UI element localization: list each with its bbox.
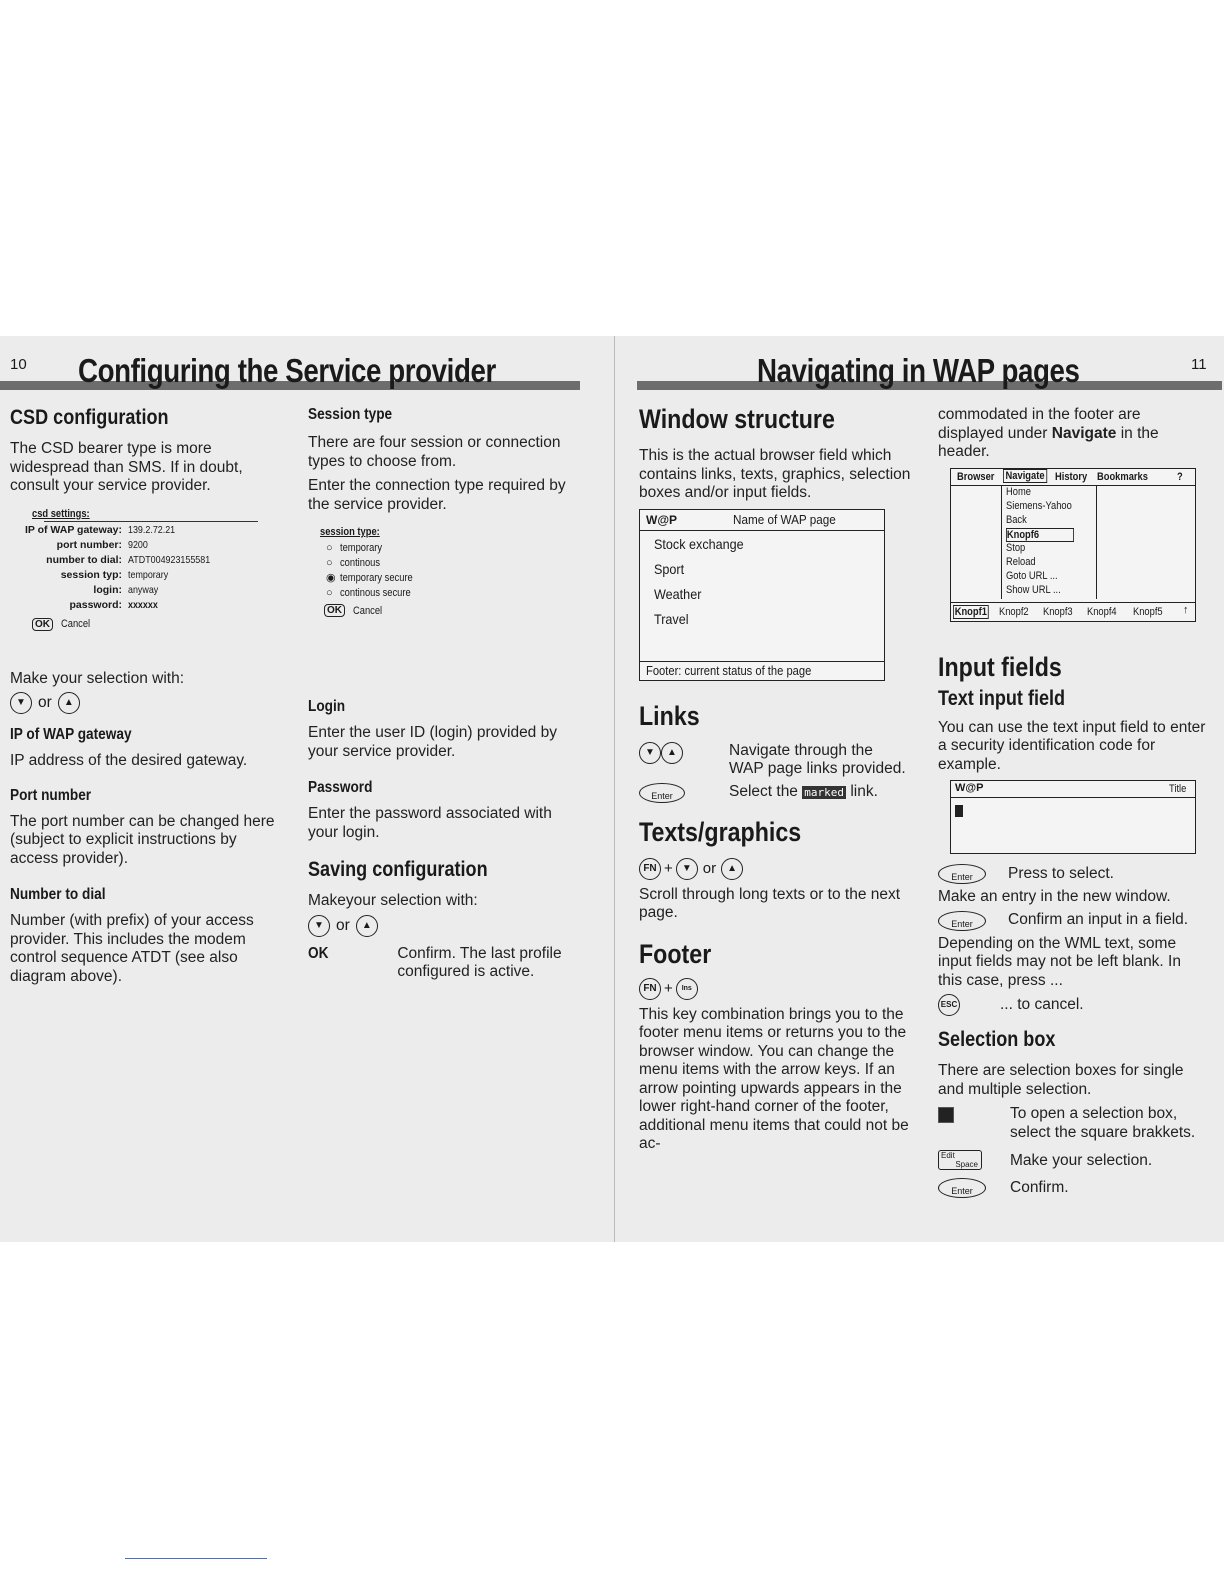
- input-cursor[interactable]: [955, 805, 963, 817]
- esc-key-icon: ESC: [938, 994, 960, 1016]
- section-heading: Login: [308, 698, 346, 715]
- plus-text: +: [664, 980, 673, 997]
- setting-row: [10, 584, 260, 599]
- ok-label: OK: [308, 944, 329, 962]
- setting-value: anyway: [128, 583, 159, 596]
- screen-title: csd settings:: [32, 507, 90, 520]
- footer-text: Footer: current status of the page: [646, 662, 812, 678]
- footer-item[interactable]: Knopf5: [1133, 605, 1163, 618]
- radio-empty-icon: ○: [326, 556, 333, 569]
- make-row: [938, 1150, 1206, 1172]
- setting-label: IP of WAP gateway:: [24, 523, 122, 536]
- setting-label: password:: [69, 598, 122, 611]
- setting-row: [10, 524, 260, 539]
- setting-label: number to dial:: [46, 553, 122, 566]
- page-number: 11: [1191, 356, 1207, 373]
- navigate-down-key-icon: ▼: [639, 742, 661, 764]
- manual-spread: [0, 336, 1224, 1242]
- menu-tab[interactable]: History: [1055, 470, 1088, 483]
- footer-item[interactable]: Knopf3: [1043, 605, 1073, 618]
- section-heading: Input fields: [938, 651, 1062, 682]
- section-heading: Selection box: [938, 1028, 1056, 1051]
- selection-confirm-row: [938, 1178, 1206, 1198]
- or-text: or: [336, 916, 350, 934]
- section-text: Scroll through long texts or to the next page.: [639, 885, 901, 921]
- right-column-1: [639, 404, 911, 1154]
- space-key: [938, 1150, 1010, 1172]
- right-column-2: [938, 406, 1206, 1198]
- select-post: link.: [850, 782, 878, 800]
- settings-rows: [10, 524, 260, 614]
- enter-key-icon: Enter: [938, 1178, 986, 1198]
- section-heading: Password: [308, 779, 373, 796]
- setting-label: port number:: [56, 538, 122, 551]
- section-text: There are four session or connection types to choose from.: [308, 434, 561, 470]
- menu-items: [1006, 486, 1086, 598]
- cancel-softkey[interactable]: Cancel: [353, 604, 383, 617]
- session-type-screen: [308, 526, 576, 630]
- or-text: or: [702, 860, 717, 877]
- press-row: [938, 864, 1206, 884]
- screen-softkeys: [32, 618, 95, 631]
- page-name: Name of WAP page: [733, 512, 836, 527]
- session-options: [326, 540, 426, 600]
- section-heading: IP of WAP gateway: [10, 726, 132, 743]
- section-heading: Footer: [639, 938, 712, 969]
- section-text: There are selection boxes for single and multiple selection.: [938, 1062, 1184, 1098]
- square-bracket-icon: [938, 1107, 954, 1123]
- marked-sample: marked: [804, 785, 844, 799]
- menu-item[interactable]: Back: [1006, 513, 1027, 526]
- browser-link[interactable]: Stock exchange: [654, 535, 744, 552]
- page-title: Configuring the Service provider: [78, 352, 496, 389]
- space-label: Space: [955, 1160, 978, 1169]
- select-keys: [308, 915, 576, 937]
- wap-logo: W@P: [646, 512, 678, 527]
- or-text: or: [38, 694, 52, 711]
- cont-pre: commodated in the footer are displayed under: [938, 406, 1141, 442]
- links-select-row: [639, 783, 911, 803]
- menu-tab[interactable]: Browser: [957, 470, 995, 483]
- plus-text: +: [664, 860, 673, 877]
- footer-item[interactable]: Knopf2: [999, 605, 1029, 618]
- browser-items: [654, 536, 754, 636]
- confirm-text: Confirm.: [1010, 1178, 1069, 1196]
- session-option[interactable]: [326, 540, 426, 555]
- menu-item[interactable]: Goto URL ...: [1006, 569, 1058, 582]
- section-heading: Session type: [308, 406, 393, 423]
- menu-item[interactable]: Show URL ...: [1006, 583, 1061, 596]
- fn-key-icon: FN: [639, 978, 661, 1000]
- menu-item-highlighted[interactable]: Knopf6: [1006, 528, 1074, 542]
- section-text: Makeyour selection with:: [308, 892, 478, 909]
- menu-tab-active[interactable]: Navigate: [1003, 469, 1047, 483]
- confirm-text: Confirm an input in a field.: [1008, 911, 1189, 929]
- section-text: Enter the user ID (login) provided by your service provider.: [308, 724, 557, 760]
- right-page: [615, 336, 1224, 1242]
- browser-link[interactable]: Sport: [654, 560, 685, 577]
- page-title: Navigating in WAP pages: [757, 352, 1080, 389]
- continued-text: [938, 406, 1206, 462]
- setting-label: session typ:: [60, 568, 122, 581]
- section-heading: Window structure: [639, 404, 835, 434]
- ok-text: Confirm. The last profile configured is active.: [397, 944, 562, 980]
- arrow-up-icon: ↑: [1183, 603, 1189, 616]
- texts-keys: [639, 858, 911, 880]
- csd-settings-screen: [10, 504, 276, 644]
- edit-space-key-icon: [938, 1150, 982, 1170]
- menu-footer: [951, 602, 1195, 621]
- links-nav-text: Navigate through the WAP page links provided.: [729, 741, 906, 777]
- setting-value: temporary: [128, 568, 169, 581]
- option-label: continous secure: [340, 586, 411, 599]
- page-number: 10: [10, 356, 27, 373]
- setting-row: [10, 599, 260, 614]
- ok-row: [308, 945, 576, 982]
- cont-post: in the header.: [938, 424, 1159, 460]
- radio-empty-icon: ○: [326, 541, 333, 554]
- fn-key-icon: FN: [639, 858, 661, 880]
- section-heading: Port number: [10, 786, 92, 804]
- option-label: continous: [340, 556, 381, 569]
- section-text: Enter the connection type required by the service provider.: [308, 477, 566, 513]
- browser-header: [640, 510, 884, 531]
- navigate-down-key-icon: ▼: [676, 858, 698, 880]
- links-nav-row: [639, 742, 911, 779]
- navigate-down-key-icon: ▼: [10, 692, 32, 714]
- page-header: [637, 352, 1222, 390]
- session-option[interactable]: [326, 585, 426, 600]
- section-heading: Texts/graphics: [639, 816, 802, 847]
- setting-row: [10, 539, 260, 554]
- ins-key-icon: Ins: [676, 978, 698, 1000]
- input-screen: [950, 780, 1196, 854]
- browser-link[interactable]: Travel: [654, 610, 689, 627]
- radio-empty-icon: ○: [326, 586, 333, 599]
- footer-item-active[interactable]: Knopf1: [954, 605, 987, 618]
- menu-item[interactable]: Stop: [1006, 541, 1026, 554]
- navigate-up-key-icon: ▲: [721, 858, 743, 880]
- menu-item[interactable]: Siemens-Yahoo: [1006, 499, 1072, 512]
- section-text: This key combination brings you to the footer menu items or returns you to the browser window. You can change the menu items with the arrow keys. If an arrow pointing upwards appears in the lower right-hand corner of the footer, additional menu items that could not be ac-: [639, 1005, 909, 1152]
- setting-value: 139.2.72.21: [128, 523, 176, 536]
- screen-title: session type:: [320, 526, 380, 538]
- section-text: IP address of the desired gateway.: [10, 752, 248, 769]
- left-column-1: [10, 406, 276, 986]
- depending-text: Depending on the WML text, some input fields may not be left blank. In this case, press ...: [938, 934, 1181, 989]
- screen-title: Title: [1169, 783, 1187, 795]
- wap-logo: W@P: [955, 782, 984, 794]
- browser-footer: [640, 661, 884, 680]
- open-text: To open a selection box, select the square brakkets.: [1010, 1105, 1196, 1141]
- confirm-row: [938, 911, 1206, 931]
- enter-key: [938, 1178, 1010, 1198]
- square-bracket-symbol: [938, 1105, 1010, 1142]
- enter-key: [639, 783, 729, 803]
- menu-item[interactable]: Reload: [1006, 555, 1036, 568]
- section-text: You can use the text input field to enter a security identification code for example.: [938, 718, 1206, 773]
- footer-item[interactable]: Knopf4: [1087, 605, 1117, 618]
- radio-selected-icon: ◉: [326, 572, 336, 584]
- menu-tab[interactable]: ?: [1177, 470, 1183, 483]
- option-label: temporary secure: [340, 571, 413, 584]
- navigate-word: Navigate: [1051, 424, 1117, 442]
- section-heading: Number to dial: [10, 886, 106, 903]
- input-screen-header: [951, 781, 1195, 798]
- cancel-row: [938, 994, 1206, 1016]
- menu-tab[interactable]: Bookmarks: [1097, 470, 1148, 483]
- cancel-softkey[interactable]: Cancel: [61, 618, 91, 630]
- page-header: [0, 352, 580, 390]
- session-option[interactable]: [326, 555, 426, 570]
- enter-key-icon: Enter: [639, 783, 685, 803]
- enter-key-icon: Enter: [938, 911, 986, 931]
- navigate-down-key-icon: ▼: [308, 915, 330, 937]
- select-text: Make your selection with:: [10, 669, 185, 687]
- section-text: Enter the password associated with your login.: [308, 805, 552, 841]
- screen-softkeys: [324, 604, 387, 617]
- section-heading: CSD configuration: [10, 406, 169, 429]
- open-row: [938, 1105, 1206, 1142]
- menu-header: [951, 469, 1195, 486]
- section-heading: Links: [639, 700, 700, 731]
- sub-heading: Text input field: [938, 686, 1066, 710]
- dropdown-menu: [1001, 485, 1097, 599]
- section-text: The port number can be changed here (subject to explicit instructions by access provider).: [10, 812, 275, 867]
- section-text: The CSD bearer type is more widespread than SMS. If in doubt, consult your service provider.: [10, 440, 243, 494]
- browser-link[interactable]: Weather: [654, 585, 702, 602]
- setting-row: [10, 569, 260, 584]
- ok-softkey[interactable]: OK: [324, 604, 345, 617]
- select-keys: [10, 692, 276, 714]
- enter-key-icon: Enter: [938, 864, 986, 884]
- section-heading: Saving configuration: [308, 858, 488, 881]
- setting-value: xxxxxx: [128, 598, 158, 611]
- left-column-2: [308, 406, 576, 982]
- left-page: [0, 336, 614, 1242]
- press-text: Press to select.: [1008, 864, 1114, 882]
- navigate-menu-screen: [950, 468, 1196, 622]
- navigate-up-key-icon: ▲: [356, 915, 378, 937]
- entry-text: Make an entry in the new window.: [938, 888, 1171, 905]
- screen-rule: [44, 521, 258, 522]
- footer-keys: [639, 978, 911, 1000]
- cancel-text: ... to cancel.: [1000, 995, 1084, 1013]
- ok-softkey[interactable]: OK: [32, 618, 53, 631]
- section-text: Number (with prefix) of your access provider. This includes the modem control sequence ATDT (see also diagram above).: [10, 912, 254, 985]
- session-option[interactable]: [326, 570, 426, 585]
- setting-value: ATDT004923155581: [128, 553, 211, 566]
- setting-row: [10, 554, 260, 569]
- navigate-up-key-icon: ▲: [58, 692, 80, 714]
- navigate-up-key-icon: ▲: [661, 742, 683, 764]
- make-text: Make your selection.: [1010, 1151, 1153, 1169]
- footnote-rule: [125, 1558, 267, 1559]
- browser-screen: [639, 509, 885, 681]
- links-select-text: [729, 783, 878, 803]
- setting-label: login:: [93, 583, 122, 596]
- section-text: This is the actual browser field which contains links, texts, graphics, selection boxes and/or input fields.: [639, 447, 911, 501]
- nav-keys: [639, 742, 729, 779]
- option-label: temporary: [340, 541, 383, 554]
- select-pre: Select the: [729, 782, 798, 800]
- edit-label: Edit: [941, 1151, 955, 1160]
- setting-value: 9200: [128, 538, 148, 551]
- menu-item[interactable]: Home: [1006, 485, 1031, 498]
